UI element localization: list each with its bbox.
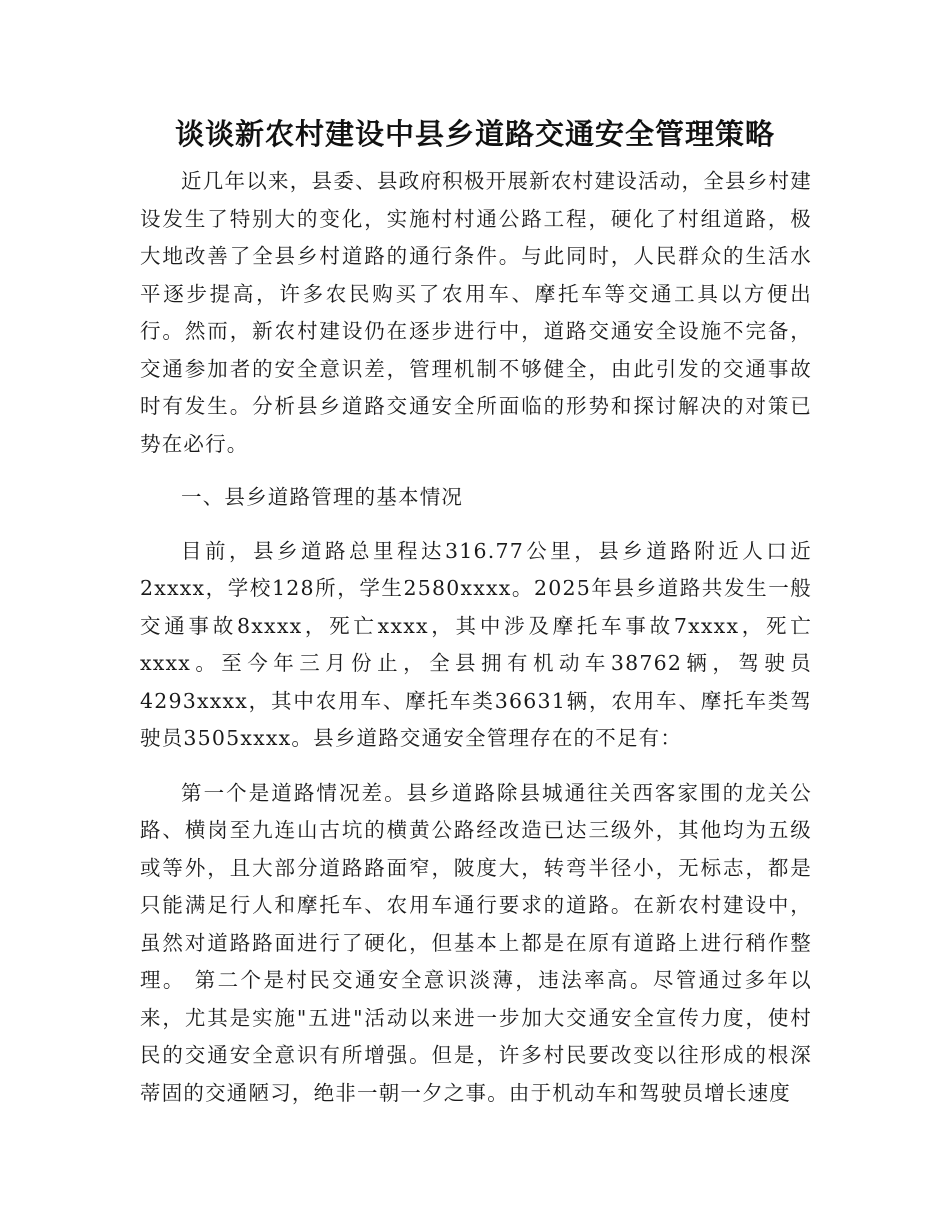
document-body [140, 163, 812, 1112]
paragraph-intro: 近几年以来，县委、县政府积极开展新农村建设活动，全县乡村建设发生了特别大的变化，实施村村通公路工程，硬化了村组道路，极大地改善了全县乡村道路的通行条件。与此同时，人民群众的生活水平逐步提高，许多农民购买了农用车、摩托车等交通工具以方便出行。然而，新农村建设仍在逐步进行中，道路交通安全设施不完备，交通参加者的安全意识差，管理机制不够健全，由此引发的交通事故时有发生。分析县乡道路交通安全所面临的形势和探讨解决的对策已势在必行。 [140, 169, 812, 456]
paragraph-statistics: 目前，县乡道路总里程达316.77公里，县乡道路附近人口近2xxxx，学校128所，学生2580xxxx。2025年县乡道路共发生一般交通事故8xxxx，死亡xxxx，其中涉及摩托车事故7xxxx，死亡xxxx。至今年三月份止，全县拥有机动车38762辆，驾驶员4293xxxx，其中农用车、摩托车类36631辆，农用车、摩托车类驾驶员3505xxxx。县乡道路交通安全管理存在的不足有： [140, 538, 812, 750]
paragraph-problems: 第一个是道路情况差。县乡道路除县城通往关西客家围的龙关公路、横岗至九连山古坑的横黄公路经改造已达三级外，其他均为五级或等外，且大部分道路路面窄，陂度大，转弯半径小，无标志，都是只能满足行人和摩托车、农用车通行要求的道路。在新农村建设中，虽然对道路路面进行了硬化，但基本上都是在原有道路上进行稍作整理。 第二个是村民交通安全意识淡薄，违法率高。尽管通过多年以来，尤其是实施"五进"活动以来进一步加大交通安全宣传力度，使村民的交通安全意识有所增强。但是，许多村民要改变以往形成的根深蒂固的交通陋习，绝非一朝一夕之事。由于机动车和驾驶员增长速度 [140, 780, 812, 1105]
document-title: 谈谈新农村建设中县乡道路交通安全管理策略 [174, 117, 775, 151]
section-heading-1: 一、县乡道路管理的基本情况 [181, 485, 464, 509]
